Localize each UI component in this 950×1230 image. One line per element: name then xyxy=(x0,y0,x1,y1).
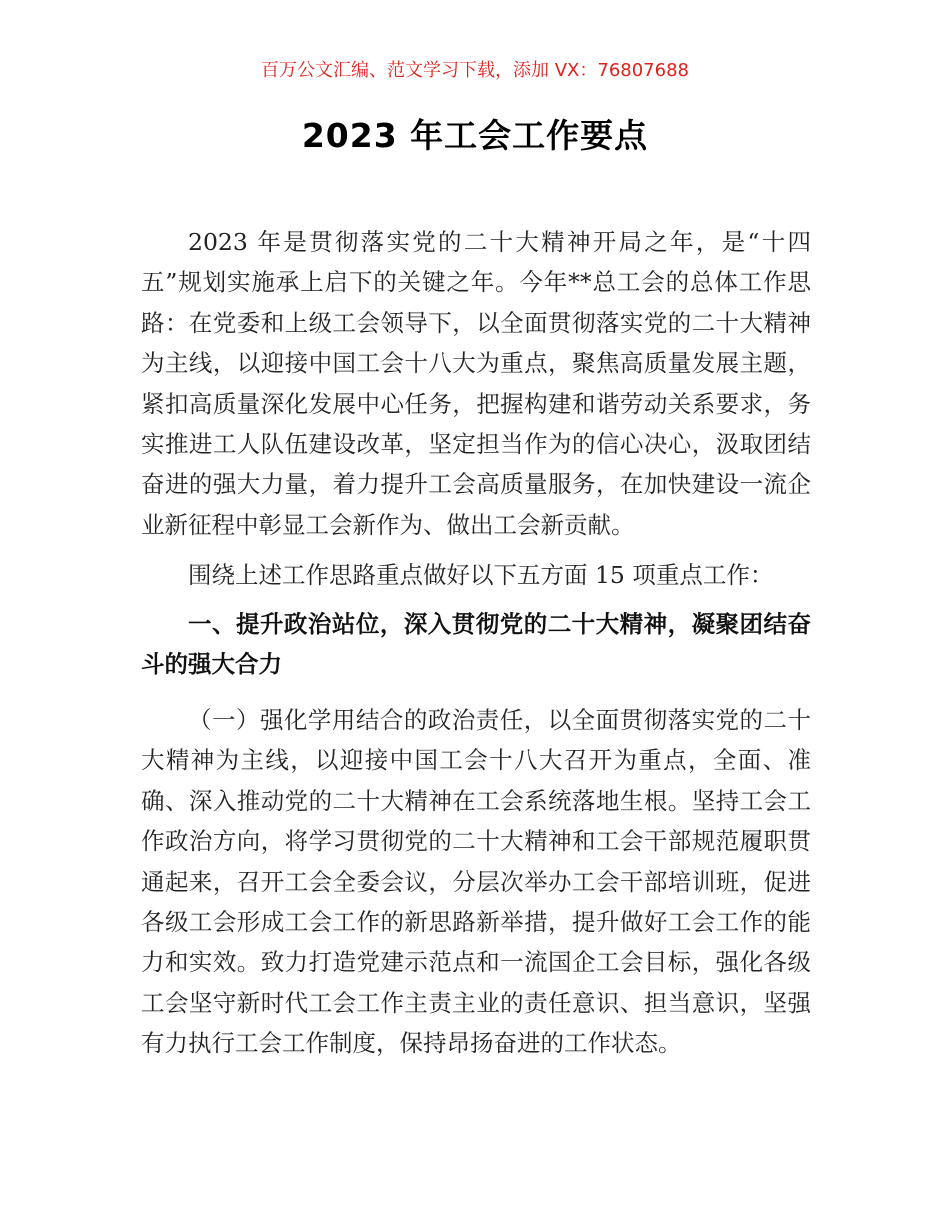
intro-paragraph: 2023 年是贯彻落实党的二十大精神开局之年，是“十四五”规划实施承上启下的关键之年。今年**总工会的总体工作思路：在党委和上级工会领导下，以全面贯彻落实党的二十大精神为主线，以迎接中国工会十八大为重点，聚焦高质量发展主题，紧扣高质量深化发展中心任务，把握构建和谐劳动关系要求，务实推进工人队伍建设改革，坚定担当作为的信心决心，汲取团结奋进的强大力量，着力提升工会高质量服务，在加快建设一流企业新征程中彰显工会新作为、做出工会新贡献。 xyxy=(141,228,811,539)
document-title: 2023 年工会工作要点 xyxy=(301,116,649,155)
header-watermark-note: 百万公文汇编、范文学习下载，添加 VX：76807688 xyxy=(261,60,689,81)
item-paragraph-1: （一）强化学用结合的政治责任，以全面贯彻落实党的二十大精神为主线，以迎接中国工会十八大召开为重点，全面、准确、深入推动党的二十大精神在工会系统落地生根。坚持工会工作政治方向，将学习贯彻党的二十大精神和工会干部规范履职贯通起来，召开工会全委会议，分层次举办工会干部培训班，促进各级工会形成工会工作的新思路新举措，提升做好工会工作的能力和实效。致力打造党建示范点和一流国企工会目标，强化各级工会坚守新时代工会工作主责主业的责任意识、担当意识，坚强有力执行工会工作制度，保持昂扬奋进的工作状态。 xyxy=(141,706,811,1058)
overview-paragraph: 围绕上述工作思路重点做好以下五方面 15 项重点工作： xyxy=(188,561,774,589)
section-heading-1: 一、提升政治站位，深入贯彻党的二十大精神，凝聚团结奋斗的强大合力 xyxy=(141,610,811,679)
